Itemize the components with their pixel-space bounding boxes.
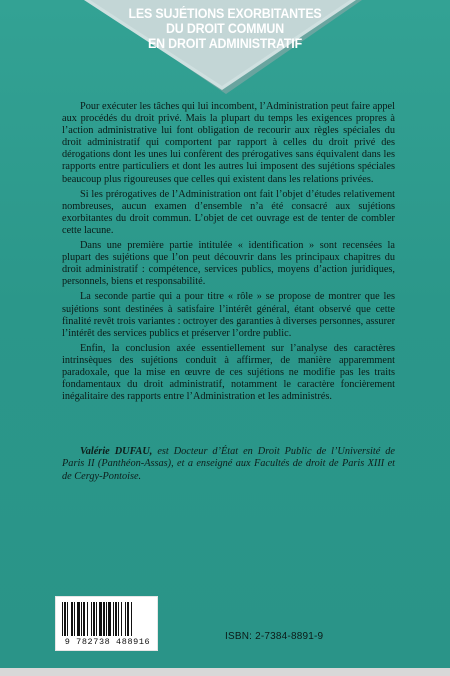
barcode-number: 9 782738 488916: [64, 637, 151, 647]
barcode-bars: [62, 602, 153, 636]
paragraph-3: Dans une première partie intitulée « identification » sont recensées la plupart des sujétions que l’on peut découvrir dans les principaux chapitres du droit administratif : compétence, services publics, moyens d’action juridiques, personnels, biens et responsabilité.: [62, 240, 395, 288]
title-line-1: LES SUJÉTIONS EXORBITANTES: [128, 6, 322, 21]
summary-text: [62, 101, 395, 403]
title-line-2: DU DROIT COMMUN: [166, 21, 284, 36]
paragraph-1: Pour exécuter les tâches qui lui incombent, l’Administration peut faire appel aux procédés du droit privé. Mais la plupart du temps les exigences propres à l’action administrative lui font obligation de recourir aux règles spéciales du droit administratif qui comportent par rapport à celles du droit privé des dérogations dont les unes lui confèrent des prérogatives sans équivalent dans les rapports entre particuliers et dont les autres lui imposent des sujétions spéciales beaucoup plus rigoureuses que celles qui existent dans les relations privées.: [62, 101, 395, 185]
isbn: ISBN: 2-7384-8891-9: [225, 631, 324, 642]
book-title: [110, 6, 340, 51]
barcode: [55, 596, 158, 651]
author-name: Valérie DUFAU,: [80, 446, 153, 457]
paragraph-4: La seconde partie qui a pour titre « rôle » se propose de montrer que les sujétions sont destinées à satisfaire l’intérêt général, étant observé que cette finalité revêt trois variantes : octroyer des garanties à diverses personnes, assurer l’intérêt des services publics et préserver l’ordre public.: [62, 291, 395, 339]
title-line-3: EN DROIT ADMINISTRATIF: [148, 36, 302, 51]
cover-edge: [0, 668, 450, 676]
title-banner: [0, 0, 450, 96]
author-bio: [62, 446, 395, 483]
paragraph-2: Si les prérogatives de l’Administration ont fait l’objet d’études relativement nombreuses, aucun examen d’ensemble n’a été consacré aux sujétions exorbitantes du droit commun. L’objet de cet ouvrage est de tenter de combler cette lacune.: [62, 188, 395, 236]
paragraph-5: Enfin, la conclusion axée essentiellement sur l’analyse des caractères intrinsèques des sujétions conduit à affirmer, de manière apparemment paradoxale, que la mise en œuvre de ces sujétions ne modifie pas les traits fondamentaux du droit administratif, notamment le caractère foncièrement inégalitaire des rapports entre l’Administration et les administrés.: [62, 342, 395, 403]
author-description: est Docteur d’État en Droit Public de l’Université de Paris II (Panthéon-Assas), et a enseigné aux Facultés de droit de Paris XIII et de Cergy-Pontoise.: [62, 446, 395, 482]
